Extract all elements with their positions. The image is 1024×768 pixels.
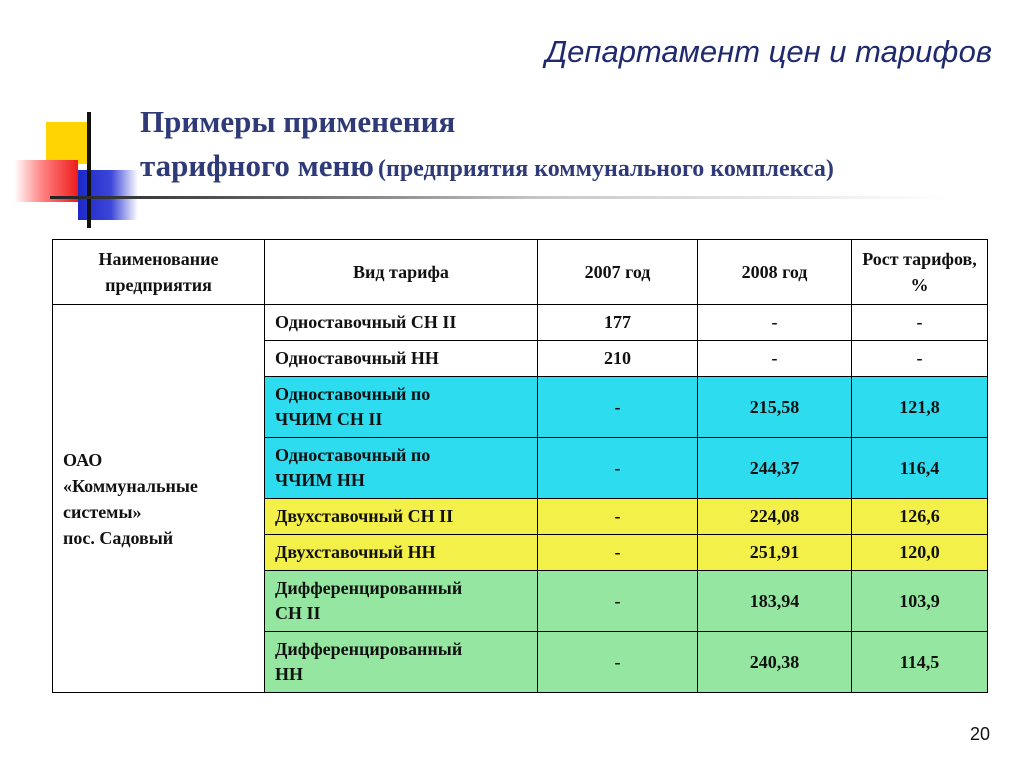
tariff-cell xyxy=(265,632,538,693)
value-2007-cell: 177 xyxy=(538,305,698,341)
value-2008-cell: 183,94 xyxy=(698,571,852,632)
col-header-2008: 2008 год xyxy=(698,240,852,305)
tariff-line: Дифференцированный xyxy=(275,578,463,598)
company-name-cell xyxy=(53,305,265,693)
slide-title xyxy=(140,100,834,194)
tariff-cell xyxy=(265,377,538,438)
tariff-cell: Одноставочный СН II xyxy=(265,305,538,341)
tariff-line: НН xyxy=(275,664,304,684)
company-line: ОАО xyxy=(63,449,103,470)
growth-cell: 121,8 xyxy=(852,377,988,438)
col-header-company: Наименование предприятия xyxy=(53,240,265,305)
value-2008-cell: - xyxy=(698,305,852,341)
growth-cell: 126,6 xyxy=(852,499,988,535)
tariff-cell xyxy=(265,438,538,499)
tariff-cell: Двухставочный НН xyxy=(265,535,538,571)
value-2007-cell: - xyxy=(538,499,698,535)
tariff-table xyxy=(52,239,988,693)
title-subtitle: (предприятия коммунального комплекса) xyxy=(378,156,834,182)
col-header-tariff: Вид тарифа xyxy=(265,240,538,305)
value-2008-cell: 251,91 xyxy=(698,535,852,571)
value-2008-cell: 240,38 xyxy=(698,632,852,693)
tariff-line: ЧЧИМ НН xyxy=(275,470,365,490)
value-2007-cell: - xyxy=(538,571,698,632)
tariff-cell: Одноставочный НН xyxy=(265,341,538,377)
growth-cell: 116,4 xyxy=(852,438,988,499)
value-2008-cell: - xyxy=(698,341,852,377)
title-line-2: тарифного меню xyxy=(140,148,374,183)
tariff-line: Дифференцированный xyxy=(275,639,463,659)
value-2007-cell: 210 xyxy=(538,341,698,377)
vertical-divider xyxy=(87,112,91,228)
tariff-line: СН II xyxy=(275,603,321,623)
company-line: пос. Садовый xyxy=(63,527,174,548)
growth-cell: 103,9 xyxy=(852,571,988,632)
value-2007-cell: - xyxy=(538,377,698,438)
department-name: Департамент цен и тарифов xyxy=(545,34,992,69)
value-2007-cell: - xyxy=(538,535,698,571)
growth-cell: 114,5 xyxy=(852,632,988,693)
value-2008-cell: 215,58 xyxy=(698,377,852,438)
title-line-1: Примеры применения xyxy=(140,104,456,139)
page-number: 20 xyxy=(969,724,990,744)
yellow-square-icon xyxy=(46,122,88,164)
table-row xyxy=(53,305,988,341)
company-line: системы» xyxy=(63,501,142,522)
tariff-line: Одноставочный по xyxy=(275,384,431,404)
value-2007-cell: - xyxy=(538,438,698,499)
tariff-line: Одноставочный по xyxy=(275,445,431,465)
value-2008-cell: 224,08 xyxy=(698,499,852,535)
tariff-cell: Двухставочный СН II xyxy=(265,499,538,535)
col-header-growth: Рост тарифов, % xyxy=(852,240,988,305)
value-2007-cell: - xyxy=(538,632,698,693)
company-line: «Коммунальные xyxy=(63,475,198,496)
growth-cell: - xyxy=(852,341,988,377)
growth-cell: 120,0 xyxy=(852,535,988,571)
tariff-line: ЧЧИМ СН II xyxy=(275,409,383,429)
table-header-row xyxy=(53,240,988,305)
col-header-2007: 2007 год xyxy=(538,240,698,305)
growth-cell: - xyxy=(852,305,988,341)
tariff-cell xyxy=(265,571,538,632)
value-2008-cell: 244,37 xyxy=(698,438,852,499)
decorative-squares-logo xyxy=(0,0,160,240)
horizontal-divider xyxy=(50,196,950,199)
